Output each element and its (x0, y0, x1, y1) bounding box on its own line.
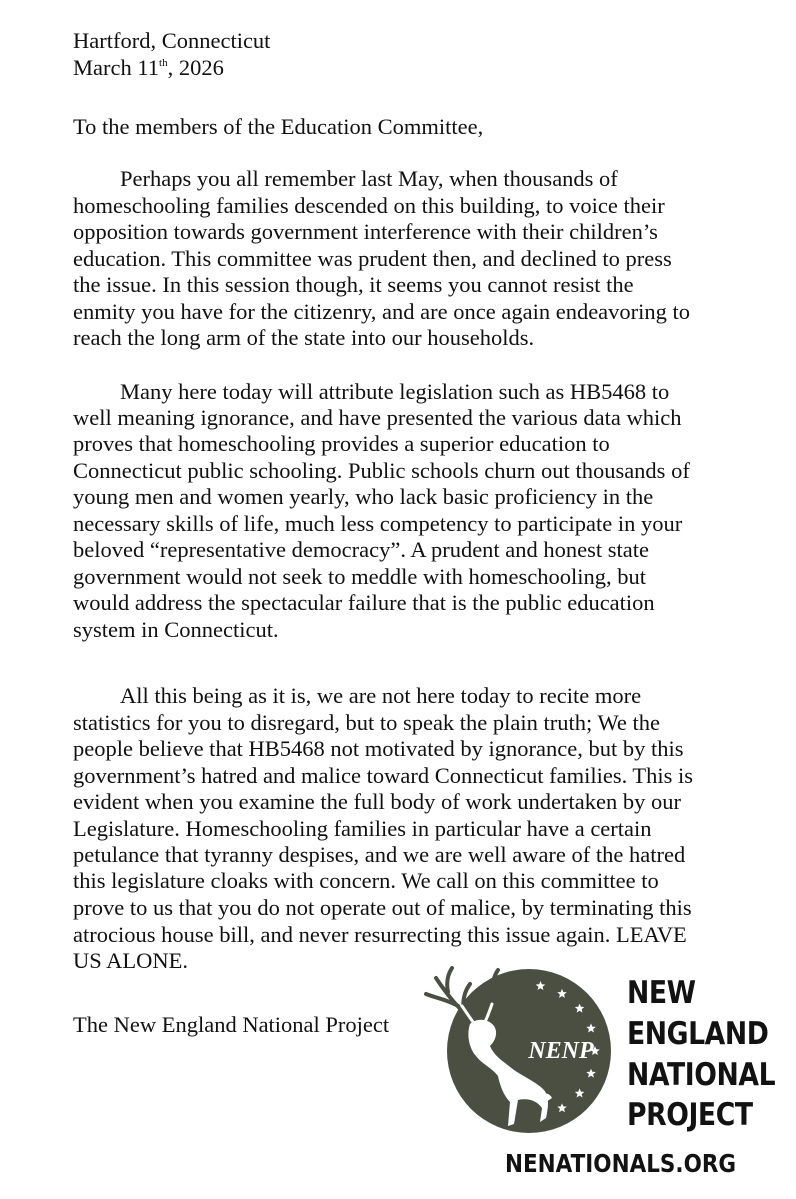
paragraph-1-line: education. This committee was prudent then, and declined to press (73, 246, 672, 271)
paragraph-1-line: reach the long arm of the state into our households. (73, 325, 535, 350)
brand-line-england: ENGLAND (627, 1016, 769, 1052)
paragraph-3-line: Legislature. Homeschooling families in particular have a certain (73, 816, 652, 841)
paragraph-3-line: atrocious house bill, and never resurrecting this issue again. LEAVE (73, 922, 687, 947)
date-rest: , 2026 (167, 55, 224, 80)
paragraph-3-line: prove to us that you do not operate out of malice, by terminating this (73, 895, 692, 920)
brand-line-national: NATIONAL (627, 1057, 776, 1093)
paragraph-1-line: the issue. In this session though, it seems you cannot resist the (73, 272, 634, 297)
paragraph-1-line: opposition towards government interference with their children’s (73, 219, 658, 244)
emblem-text: NENP (528, 1038, 594, 1064)
location-line: Hartford, Connecticut (73, 28, 271, 53)
brand-line-new: NEW (627, 975, 696, 1011)
paragraph-3-line: statistics for you to disregard, but to speak the plain truth; We the (73, 710, 661, 735)
paragraph-2-line: Many here today will attribute legislation such as HB5468 to (120, 379, 670, 404)
paragraph-2-line: would address the spectacular failure that is the public education (73, 590, 655, 615)
paragraph-1-line: Perhaps you all remember last May, when thousands of (120, 166, 618, 191)
paragraph-2-line: beloved “representative democracy”. A prudent and honest state (73, 537, 650, 562)
paragraph-2-line: Connecticut public schooling. Public schools churn out thousands of (73, 458, 690, 483)
date-line (73, 57, 224, 80)
paragraph-2-line: well meaning ignorance, and have presented the various data which (73, 405, 682, 430)
paragraph-3-line: petulance that tyranny despises, and we are well aware of the hatred (73, 842, 686, 867)
paragraph-3-line: All this being as it is, we are not here today to recite more (120, 683, 642, 708)
paragraph-2-line: young men and women yearly, who lack basic proficiency in the (73, 484, 654, 509)
paragraph-1-line: homeschooling families descended on this building, to voice their (73, 193, 665, 218)
paragraph-3-line: people believe that HB5468 not motivated by ignorance, but by this (73, 736, 684, 761)
salutation: To the members of the Education Committee, (73, 114, 484, 139)
date-suffix: th (159, 57, 168, 69)
paragraph-2-line: system in Connecticut. (73, 617, 279, 642)
paragraph-2-line: proves that homeschooling provides a superior education to (73, 431, 610, 456)
paragraph-2-line: necessary skills of life, much less competency to participate in your (73, 511, 683, 536)
brand-line-project: PROJECT (627, 1097, 753, 1133)
paragraph-3-line: evident when you examine the full body of work undertaken by our (73, 789, 681, 814)
paragraph-3-line: US ALONE. (73, 948, 189, 973)
paragraph-3-line: government’s hatred and malice toward Connecticut families. This is (73, 763, 694, 788)
paragraph-1-line: enmity you have for the citizenry, and are once again endeavoring to (73, 299, 691, 324)
date-prefix: March 11 (73, 55, 160, 80)
nenp-logo-emblem (418, 966, 618, 1146)
signature: The New England National Project (73, 1012, 390, 1037)
paragraph-2-line: government would not seek to meddle with homeschooling, but (73, 564, 647, 589)
website-url: NENATIONALS.ORG (505, 1149, 737, 1178)
paragraph-3-line: this legislature cloaks with concern. We call on this committee to (73, 868, 659, 893)
